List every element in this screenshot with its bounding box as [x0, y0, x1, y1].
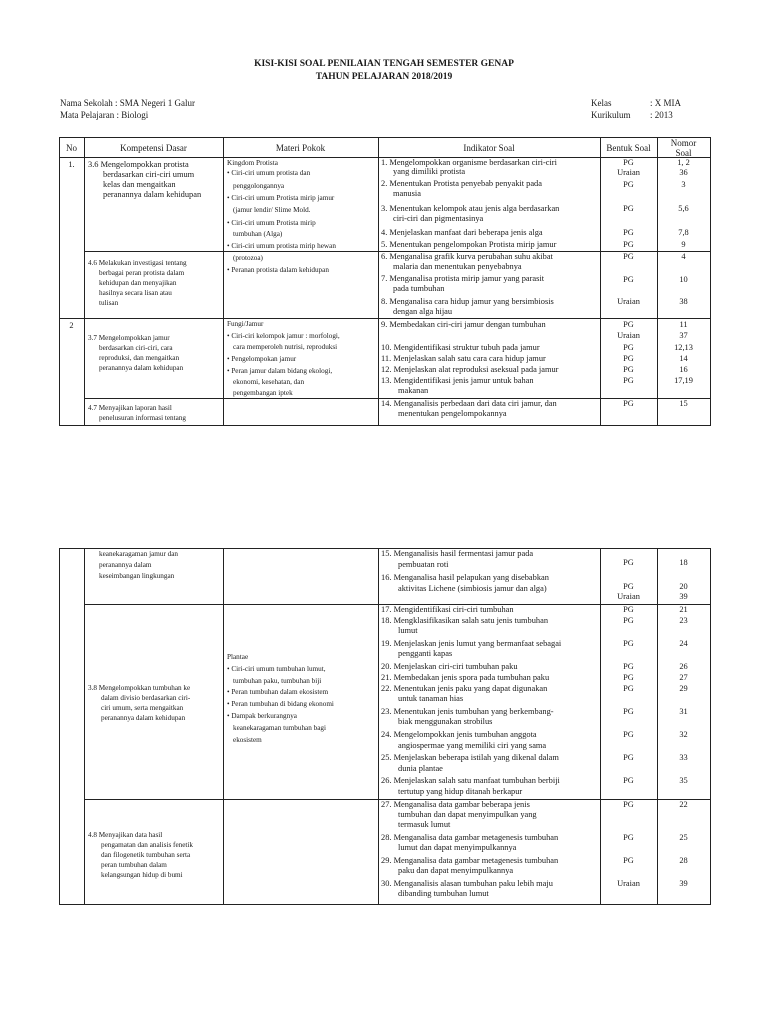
kd-3-8-line: peranannya dalam kehidupan	[101, 714, 186, 722]
materi-protista-line: • Peranan protista dalam kehidupan	[227, 266, 329, 274]
materi-protista-line: Kingdom Protista	[227, 159, 278, 167]
indikator-line: 2. Menentukan Protista penyebab penyakit pada	[381, 179, 542, 188]
bentuk-soal-cell: PG	[623, 354, 634, 363]
materi-protista-line: • Ciri-ciri umum protista mirip hewan	[227, 242, 336, 250]
kd-4-7-line: 4.7 Menyajikan laporan hasil	[88, 404, 172, 412]
indikator-line: 17. Mengidentifikasi ciri-ciri tumbuhan	[381, 605, 514, 614]
materi-plantae-line: Plantae	[227, 653, 249, 661]
kd-4-6-line: berbagai peran protista dalam	[99, 269, 185, 277]
indikator-line: yang dimiliki protista	[393, 167, 466, 176]
kd-4-7-cont-line: keseimbangan lingkungan	[99, 572, 175, 580]
nomor-soal-cell: 18	[679, 558, 688, 567]
indikator-line: aktivitas Lichene (simbiosis jamur dan alga)	[398, 584, 547, 593]
indikator-line: 19. Menjelaskan jenis lumut yang bermanfaat sebagai	[381, 639, 562, 648]
kd-3-6-line: peranannya dalam kehidupan	[103, 190, 202, 199]
kd-4-7-cont-line: peranannya dalam	[99, 561, 152, 569]
bentuk-soal-cell: PG	[623, 240, 634, 249]
materi-jamur-line: Fungi/Jamur	[227, 320, 264, 328]
materi-jamur-line: ekonomi, kesehatan, dan	[233, 378, 305, 386]
document-subtitle: TAHUN PELAJARAN 2018/2019	[315, 72, 453, 82]
indikator-line: 5. Menentukan pengelompokan Protista mirip jamur	[381, 240, 557, 249]
bentuk-soal-cell: Uraian	[617, 879, 640, 888]
row-number-1: 1.	[68, 160, 75, 169]
kd-3-8-line: ciri umum, serta mengaitkan	[101, 704, 184, 712]
nomor-soal-cell: 20	[679, 582, 688, 591]
materi-jamur-line: • Peran jamur dalam bidang ekologi,	[227, 367, 333, 375]
indikator-line: 22. Menentukan jenis paku yang dapat digunakan	[381, 684, 548, 693]
bentuk-soal-cell: PG	[623, 399, 634, 408]
bentuk-soal-cell: PG	[623, 673, 634, 682]
indikator-line: 30. Menganalisis alasan tumbuhan paku lebih maju	[381, 879, 553, 888]
bentuk-soal-cell: PG	[623, 365, 634, 374]
indikator-line: 14. Menganalisis perbedaan dari data ciri jamur, dan	[381, 399, 557, 408]
nomor-soal-cell: 14	[679, 354, 688, 363]
indikator-line: 29. Menganalisa data gambar metagenesis tumbuhan	[381, 856, 559, 865]
indikator-line: 1. Mengelompokkan organisme berdasarkan ciri-ciri	[381, 158, 557, 167]
bentuk-soal-cell: PG	[623, 582, 634, 591]
bentuk-soal-cell: PG	[623, 180, 634, 189]
indikator-line: 24. Mengelompokkan jenis tumbuhan anggota	[381, 730, 537, 739]
bentuk-soal-cell: PG	[623, 558, 634, 567]
materi-protista-line: (protozoa)	[233, 254, 263, 262]
indikator-line: termasuk lumut	[398, 820, 451, 829]
materi-plantae-line: • Ciri-ciri umum tumbuhan lumut,	[227, 665, 326, 673]
school-name: Nama Sekolah : SMA Negeri 1 Galur	[60, 98, 195, 108]
indikator-line: malaria dan menentukan penyebabnya	[393, 262, 522, 271]
kd-4-8-line: dan filogenetik tumbuhan serta	[101, 851, 191, 859]
indikator-line: menentukan pengelompokannya	[398, 409, 507, 418]
indikator-line: tertutup yang hidup ditanah berkapur	[398, 787, 523, 796]
header-nomor-soal-2: Soal	[675, 148, 692, 158]
kd-4-6-line: kehidupan dan menyajikan	[99, 279, 177, 287]
materi-protista-line: • Ciri-ciri umum protista dan	[227, 169, 311, 177]
bentuk-soal-cell: PG	[623, 856, 634, 865]
materi-plantae-line: • Peran tumbuhan di bidang ekonomi	[227, 700, 334, 708]
kd-3-7-line: reproduksi, dan mengaitkan	[99, 354, 180, 362]
indikator-line: angiospermae yang memiliki ciri yang sama	[398, 741, 547, 750]
nomor-soal-cell: 24	[679, 639, 688, 648]
indikator-line: untuk tanaman hias	[398, 694, 464, 703]
header-kompetensi-dasar: Kompetensi Dasar	[120, 143, 187, 153]
materi-protista-line: (jamur lendir/ Slime Mold.	[233, 206, 311, 214]
kd-3-8-line: dalam divisio berdasarkan ciri-	[101, 694, 191, 702]
materi-plantae-line: • Peran tumbuhan dalam ekosistem	[227, 688, 329, 696]
bentuk-soal-cell: PG	[623, 605, 634, 614]
kurikulum-label: Kurikulum	[591, 110, 631, 120]
kd-4-6-line: hasilnya secara lisan atau	[99, 289, 172, 297]
bentuk-soal-cell: PG	[623, 833, 634, 842]
indikator-line: 18. Mengklasifikasikan salah satu jenis tumbuhan	[381, 616, 549, 625]
nomor-soal-cell: 17,19	[674, 376, 693, 385]
indikator-line: lumut dan dapat menyimpulkannya	[398, 843, 517, 852]
indikator-line: manusia	[393, 189, 421, 198]
kelas-label: Kelas	[591, 98, 612, 108]
indikator-line: dibanding tumbuhan lumut	[398, 889, 489, 898]
nomor-soal-cell: 39	[679, 879, 688, 888]
bentuk-soal-cell: PG	[623, 320, 634, 329]
kd-4-6-line: tulisan	[99, 299, 119, 307]
header-no: No	[66, 143, 77, 153]
indikator-line: 11. Menjelaskan salah satu cara cara hidup jamur	[381, 354, 546, 363]
bentuk-soal-cell: PG	[623, 275, 634, 284]
bentuk-soal-cell: PG	[623, 158, 634, 167]
bentuk-soal-cell: Uraian	[617, 297, 640, 306]
materi-plantae-line: keanekaragaman tumbuhan bagi	[233, 724, 326, 732]
bentuk-soal-cell: PG	[623, 228, 634, 237]
indikator-line: biak menggunakan strobilus	[398, 717, 493, 726]
bentuk-soal-cell: Uraian	[617, 331, 640, 340]
indikator-line: 20. Menjelaskan ciri-ciri tumbuhan paku	[381, 662, 518, 671]
bentuk-soal-cell: PG	[623, 753, 634, 762]
nomor-soal-cell: 26	[679, 662, 688, 671]
nomor-soal-cell: 27	[679, 673, 688, 682]
indikator-line: 27. Menganalisa data gambar beberapa jenis	[381, 800, 530, 809]
kd-3-6-line: 3.6 Mengelompokkan protista	[88, 160, 189, 169]
indikator-line: 16. Menganalisa hasil pelapukan yang disebabkan	[381, 573, 549, 582]
indikator-line: 21. Membedakan jenis spora pada tumbuhan paku	[381, 673, 550, 682]
indikator-line: 15. Menganalisis hasil fermentasi jamur pada	[381, 549, 534, 558]
kd-3-7-line: peranannya dalam kehidupan	[99, 364, 184, 372]
materi-jamur-line: • Ciri-ciri kelompok jamur : morfologi,	[227, 332, 340, 340]
nomor-soal-cell: 16	[679, 365, 688, 374]
bentuk-soal-cell: PG	[623, 252, 634, 261]
header-indikator-soal: Indikator Soal	[463, 143, 515, 153]
indikator-line: dunia plantae	[398, 764, 443, 773]
materi-jamur-line: • Pengelompokan jamur	[227, 355, 297, 363]
indikator-line: 13. Mengidentifikasi jenis jamur untuk bahan	[381, 376, 534, 385]
kd-3-6-line: kelas dan mengaitkan	[103, 180, 176, 189]
bentuk-soal-cell: PG	[623, 776, 634, 785]
indikator-line: pembuatan roti	[398, 560, 449, 569]
bentuk-soal-cell: PG	[623, 730, 634, 739]
nomor-soal-cell: 28	[679, 856, 688, 865]
bentuk-soal-cell: PG	[623, 707, 634, 716]
nomor-soal-cell: 15	[679, 399, 688, 408]
materi-protista-line: • Ciri-ciri umum Protista mirip jamur	[227, 194, 335, 202]
materi-jamur-line: pengembangan iptek	[233, 389, 293, 397]
bentuk-soal-cell: PG	[623, 800, 634, 809]
header-materi-pokok: Materi Pokok	[275, 143, 326, 153]
materi-plantae-line: • Dampak berkurangnya	[227, 712, 297, 720]
indikator-line: 12. Menjelaskan alat reproduksi aseksual pada jamur	[381, 365, 559, 374]
row-number-2: 2	[69, 321, 74, 330]
materi-jamur-line: cara memperoleh nutrisi, reproduksi	[233, 343, 338, 351]
nomor-soal-cell: 35	[679, 776, 688, 785]
nomor-soal-cell: 21	[679, 605, 688, 614]
indikator-line: 4. Menjelaskan manfaat dari beberapa jenis alga	[381, 228, 543, 237]
kd-4-8-line: kelangsungan hidup di bumi	[101, 871, 183, 879]
kd-4-8-line: 4.8 Menyajikan data hasil	[88, 831, 163, 839]
bentuk-soal-cell: Uraian	[617, 168, 640, 177]
bentuk-soal-cell: PG	[623, 639, 634, 648]
nomor-soal-cell: 11	[679, 320, 688, 329]
indikator-line: pada tumbuhan	[393, 284, 445, 293]
header-bentuk-soal: Bentuk Soal	[606, 143, 651, 153]
nomor-soal-cell: 4	[681, 252, 686, 261]
bentuk-soal-cell: Uraian	[617, 592, 640, 601]
indikator-line: pengganti kapas	[398, 649, 453, 658]
materi-protista-line: • Ciri-ciri umum Protista mirip	[227, 219, 316, 227]
bentuk-soal-cell: PG	[623, 684, 634, 693]
indikator-line: dengan alga hijau	[393, 307, 453, 316]
nomor-soal-cell: 12,13	[674, 343, 693, 352]
materi-protista-line: tumbuhan (Alga)	[233, 230, 283, 238]
bentuk-soal-cell: PG	[623, 376, 634, 385]
nomor-soal-cell: 29	[679, 684, 688, 693]
indikator-line: 26. Menjelaskan salah satu manfaat tumbuhan berbiji	[381, 776, 560, 785]
kd-4-8-line: pengamatan dan analisis fenetik	[101, 841, 194, 849]
subject-name: Mata Pelajaran : Biologi	[60, 110, 149, 120]
indikator-line: 28. Menganalisa data gambar metagenesis tumbuhan	[381, 833, 559, 842]
indikator-line: 6. Menganalisa grafik kurva perubahan suhu akibat	[381, 252, 553, 261]
indikator-line: lumut	[398, 626, 418, 635]
kd-3-7-line: 3.7 Mengelompokkan jamur	[88, 334, 170, 342]
indikator-line: 25. Menjelaskan beberapa istilah yang dikenal dalam	[381, 753, 559, 762]
indikator-line: 7. Menganalisa protista mirip jamur yang parasit	[381, 274, 545, 283]
kd-4-8-line: peran tumbuhan dalam	[101, 861, 167, 869]
kd-4-7-line: penelusuran informasi tentang	[99, 414, 187, 422]
indikator-line: makanan	[398, 386, 429, 395]
materi-protista-line: penggolongannya	[233, 182, 285, 190]
nomor-soal-cell: 38	[679, 297, 688, 306]
indikator-line: 23. Menentukan jenis tumbuhan yang berkembang-	[381, 707, 554, 716]
indikator-line: 8. Menganalisa cara hidup jamur yang bersimbiosis	[381, 297, 554, 306]
nomor-soal-cell: 3	[681, 180, 686, 189]
bentuk-soal-cell: PG	[623, 204, 634, 213]
nomor-soal-cell: 9	[681, 240, 686, 249]
header-nomor-soal-1: Nomor	[670, 138, 697, 148]
indikator-line: ciri-ciri dan pigmentasinya	[393, 214, 484, 223]
indikator-line: 3. Menentukan kelompok atau jenis alga berdasarkan	[381, 204, 560, 213]
nomor-soal-cell: 1, 2	[677, 158, 690, 167]
nomor-soal-cell: 39	[679, 592, 688, 601]
indikator-line: 10. Mengidentifikasi struktur tubuh pada jamur	[381, 343, 540, 352]
kd-3-8-line: 3.8 Mengelompokkan tumbuhan ke	[88, 684, 191, 692]
nomor-soal-cell: 22	[679, 800, 688, 809]
bentuk-soal-cell: PG	[623, 662, 634, 671]
kd-3-7-line: berdasarkan ciri-ciri, cara	[99, 344, 173, 352]
nomor-soal-cell: 32	[679, 730, 688, 739]
bentuk-soal-cell: PG	[623, 616, 634, 625]
kd-4-7-cont-line: keanekaragaman jamur dan	[99, 550, 179, 558]
kd-4-6-line: 4.6 Melakukan investigasi tentang	[88, 259, 187, 267]
kd-3-6-line: berdasarkan ciri-ciri umum	[103, 170, 195, 179]
materi-plantae-line: tumbuhan paku, tumbuhan biji	[233, 677, 322, 685]
kelas-value: : X MIA	[650, 98, 681, 108]
nomor-soal-cell: 31	[679, 707, 688, 716]
nomor-soal-cell: 36	[679, 168, 688, 177]
indikator-line: paku dan dapat menyimpulkannya	[398, 866, 514, 875]
document-title: KISI-KISI SOAL PENILAIAN TENGAH SEMESTER GENAP	[254, 59, 514, 69]
nomor-soal-cell: 7,8	[678, 228, 689, 237]
nomor-soal-cell: 25	[679, 833, 688, 842]
indikator-line: tumbuhan dan dapat menyimpulkan yang	[398, 810, 537, 819]
indikator-line: 9. Membedakan ciri-ciri jamur dengan tumbuhan	[381, 320, 546, 329]
nomor-soal-cell: 23	[679, 616, 688, 625]
nomor-soal-cell: 37	[679, 331, 688, 340]
kurikulum-value: : 2013	[650, 110, 673, 120]
nomor-soal-cell: 10	[679, 275, 688, 284]
bentuk-soal-cell: PG	[623, 343, 634, 352]
materi-plantae-line: ekosistem	[233, 736, 262, 744]
nomor-soal-cell: 33	[679, 753, 688, 762]
nomor-soal-cell: 5,6	[678, 204, 689, 213]
